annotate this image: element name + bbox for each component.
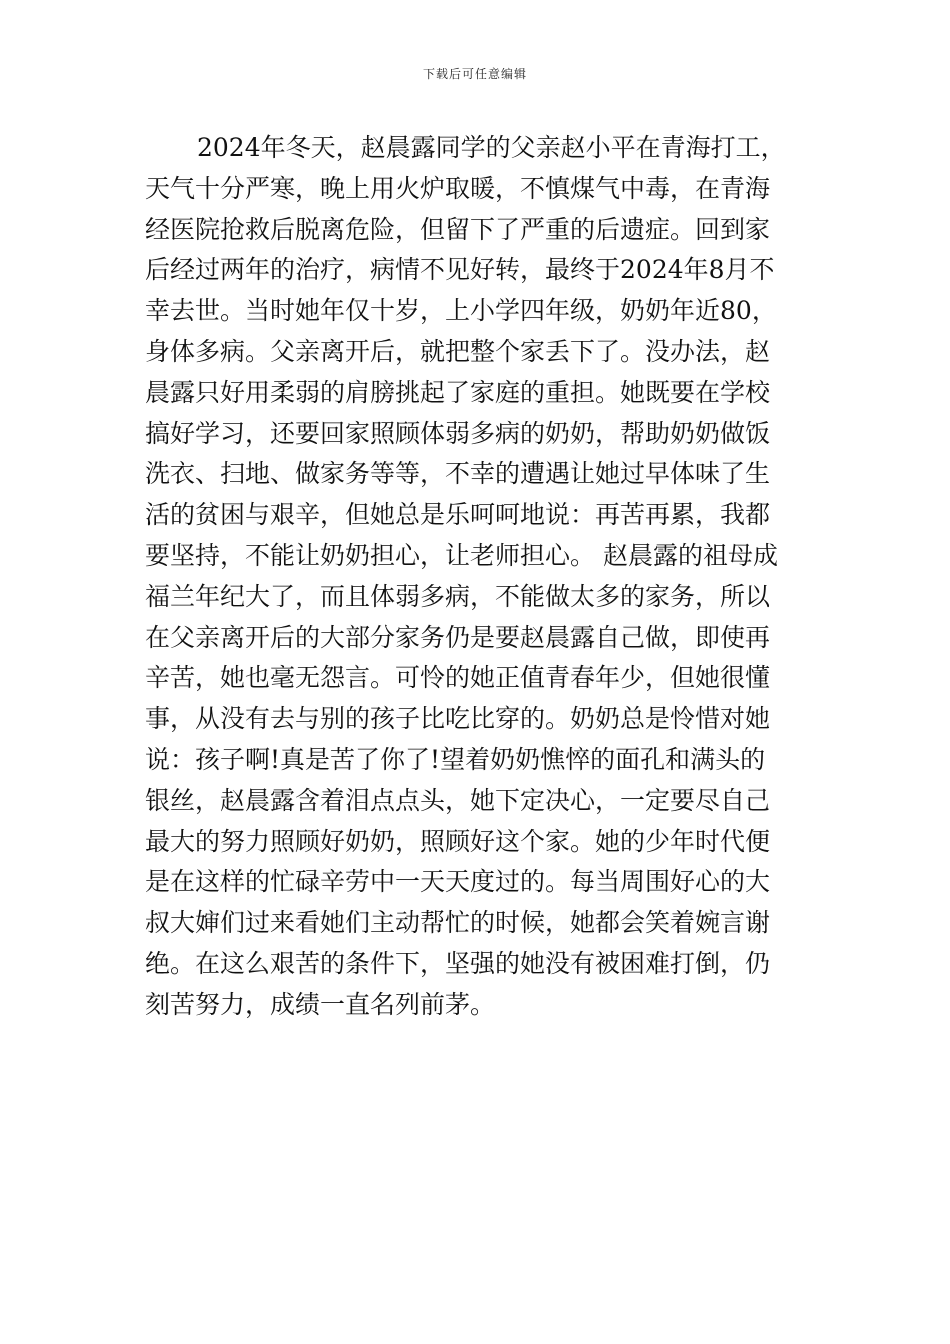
body-line: 在父亲离开后的大部分家务仍是要赵晨露自己做，即使再 — [145, 622, 771, 652]
body-line: 叔大婶们过来看她们主动帮忙的时候，她都会笑着婉言谢 — [145, 908, 771, 938]
body-line: 事，从没有去与别的孩子比吃比穿的。奶奶总是怜惜对她 — [145, 704, 771, 734]
body-line: 刻苦努力，成绩一直名列前茅。 — [145, 989, 496, 1019]
body-paragraph — [145, 128, 810, 1026]
body-line: 活的贫困与艰辛，但她总是乐呵呵地说：再苦再累，我都 — [145, 500, 771, 530]
body-line: 天气十分严寒，晚上用火炉取暖，不慎煤气中毒，在青海 — [145, 173, 771, 203]
body-line: 辛苦，她也毫无怨言。可怜的她正值青春年少，但她很懂 — [145, 663, 771, 693]
body-line: 身体多病。父亲离开后，就把整个家丢下了。没办法，赵 — [145, 336, 771, 366]
body-line: 后经过两年的治疗，病情不见好转，最终于2024年8月不 — [145, 255, 775, 285]
body-line: 最大的努力照顾好奶奶，照顾好这个家。她的少年时代便 — [145, 826, 771, 856]
body-line: 洗衣、扫地、做家务等等，不幸的遭遇让她过早体味了生 — [145, 459, 771, 489]
body-line: 经医院抢救后脱离危险，但留下了严重的后遗症。回到家 — [145, 214, 771, 244]
body-line: 银丝，赵晨露含着泪点点头，她下定决心，一定要尽自己 — [145, 785, 771, 815]
body-line: 是在这样的忙碌辛劳中一天天度过的。每当周围好心的大 — [145, 867, 771, 897]
body-line: 搞好学习，还要回家照顾体弱多病的奶奶，帮助奶奶做饭 — [145, 418, 771, 448]
body-line: 晨露只好用柔弱的肩膀挑起了家庭的重担。她既要在学校 — [145, 377, 771, 407]
body-line: 幸去世。当时她年仅十岁，上小学四年级，奶奶年近80， — [145, 296, 777, 326]
body-line: 2024年冬天，赵晨露同学的父亲赵小平在青海打工， — [197, 133, 786, 162]
header-note: 下载后可任意编辑 — [422, 67, 527, 81]
body-line: 绝。在这么艰苦的条件下，坚强的她没有被困难打倒，仍 — [145, 948, 771, 978]
body-line: 要坚持，不能让奶奶担心，让老师担心。 赵晨露的祖母成 — [145, 540, 778, 570]
body-line: 说：孩子啊!真是苦了你了!望着奶奶憔悴的面孔和满头的 — [145, 744, 766, 774]
body-line: 福兰年纪大了，而且体弱多病，不能做太多的家务，所以 — [145, 581, 771, 611]
